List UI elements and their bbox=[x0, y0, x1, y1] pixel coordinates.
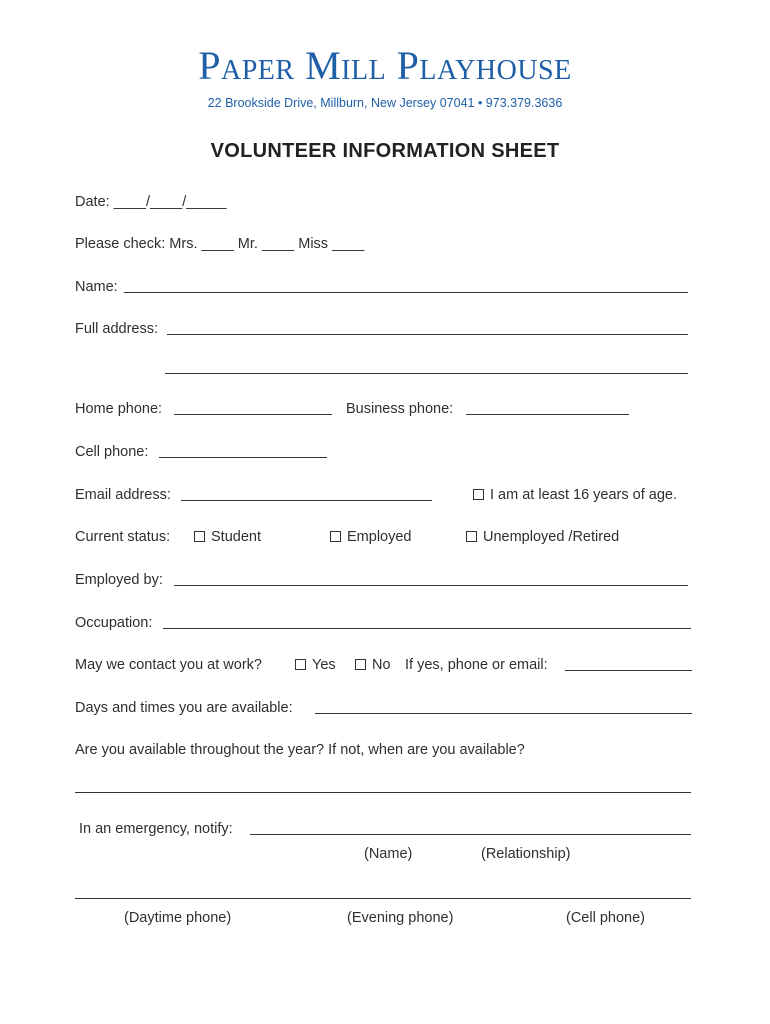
business-phone-label: Business phone: bbox=[346, 401, 454, 417]
contact-work-label: May we contact you at work? bbox=[75, 657, 262, 673]
age-check[interactable] bbox=[473, 486, 677, 504]
cell-phone-caption: (Cell phone) bbox=[566, 910, 645, 926]
date-field[interactable] bbox=[75, 193, 227, 211]
business-phone-input-line[interactable] bbox=[466, 414, 629, 415]
emergency-phones-input-line[interactable] bbox=[75, 898, 691, 899]
days-times-input-line[interactable] bbox=[315, 713, 692, 714]
contact-no-checkbox[interactable] bbox=[355, 659, 366, 670]
contact-yes-option[interactable] bbox=[295, 656, 336, 674]
days-times-label: Days and times you are available: bbox=[75, 700, 293, 716]
contact-yes-checkbox[interactable] bbox=[295, 659, 306, 670]
date-label: Date: ____/____/_____ bbox=[75, 194, 227, 210]
contact-no-label: No bbox=[372, 657, 391, 673]
cell-phone-input-line[interactable] bbox=[159, 457, 327, 458]
evening-phone-caption: (Evening phone) bbox=[347, 910, 454, 926]
occupation-label: Occupation: bbox=[75, 615, 153, 631]
occupation-input-line[interactable] bbox=[163, 628, 691, 629]
cell-phone-label: Cell phone: bbox=[75, 444, 149, 460]
contact-ifyes-label: If yes, phone or email: bbox=[405, 657, 548, 673]
playhouse-address: 22 Brookside Drive, Millburn, New Jersey 07041 • 973.379.3636 bbox=[207, 96, 563, 110]
age-check-label: I am at least 16 years of age. bbox=[490, 487, 677, 503]
logo: Paper Mill Playhouse bbox=[198, 43, 572, 88]
salutation-field[interactable] bbox=[75, 235, 364, 253]
name-input-line[interactable] bbox=[124, 292, 688, 293]
emergency-name-caption: (Name) bbox=[364, 846, 413, 862]
contact-ifyes-input-line[interactable] bbox=[565, 670, 692, 671]
current-status-label: Current status: bbox=[75, 529, 171, 545]
daytime-phone-caption: (Daytime phone) bbox=[124, 910, 232, 926]
salutation-label: Please check: Mrs. ____ Mr. ____ Miss ____ bbox=[75, 236, 365, 252]
status-option-label: Unemployed /Retired bbox=[483, 529, 620, 545]
emergency-input-line[interactable] bbox=[250, 834, 691, 835]
status-option-unemployed[interactable] bbox=[466, 528, 619, 546]
address-input-line-1[interactable] bbox=[167, 334, 688, 335]
student-checkbox[interactable] bbox=[194, 531, 205, 542]
form-title: VOLUNTEER INFORMATION SHEET bbox=[210, 140, 560, 162]
address-input-line-2[interactable] bbox=[165, 373, 688, 374]
status-option-label: Student bbox=[211, 529, 261, 545]
year-answer-input-line[interactable] bbox=[75, 792, 691, 793]
contact-no-option[interactable] bbox=[355, 656, 391, 674]
email-input-line[interactable] bbox=[181, 500, 432, 501]
full-address-label: Full address: bbox=[75, 321, 159, 337]
status-option-employed[interactable] bbox=[330, 528, 411, 546]
employed-checkbox[interactable] bbox=[330, 531, 341, 542]
contact-yes-label: Yes bbox=[312, 657, 336, 673]
home-phone-input-line[interactable] bbox=[174, 414, 332, 415]
emergency-label: In an emergency, notify: bbox=[79, 821, 233, 837]
unemployed-checkbox[interactable] bbox=[466, 531, 477, 542]
employed-by-label: Employed by: bbox=[75, 572, 163, 588]
email-label: Email address: bbox=[75, 487, 171, 503]
status-option-student[interactable] bbox=[194, 528, 261, 546]
home-phone-label: Home phone: bbox=[75, 401, 163, 417]
emergency-relationship-caption: (Relationship) bbox=[481, 846, 571, 862]
year-question: Are you available throughout the year? If not, when are you available? bbox=[75, 742, 525, 758]
name-label: Name: bbox=[75, 279, 118, 295]
age-checkbox[interactable] bbox=[473, 489, 484, 500]
status-option-label: Employed bbox=[347, 529, 412, 545]
employed-by-input-line[interactable] bbox=[174, 585, 688, 586]
